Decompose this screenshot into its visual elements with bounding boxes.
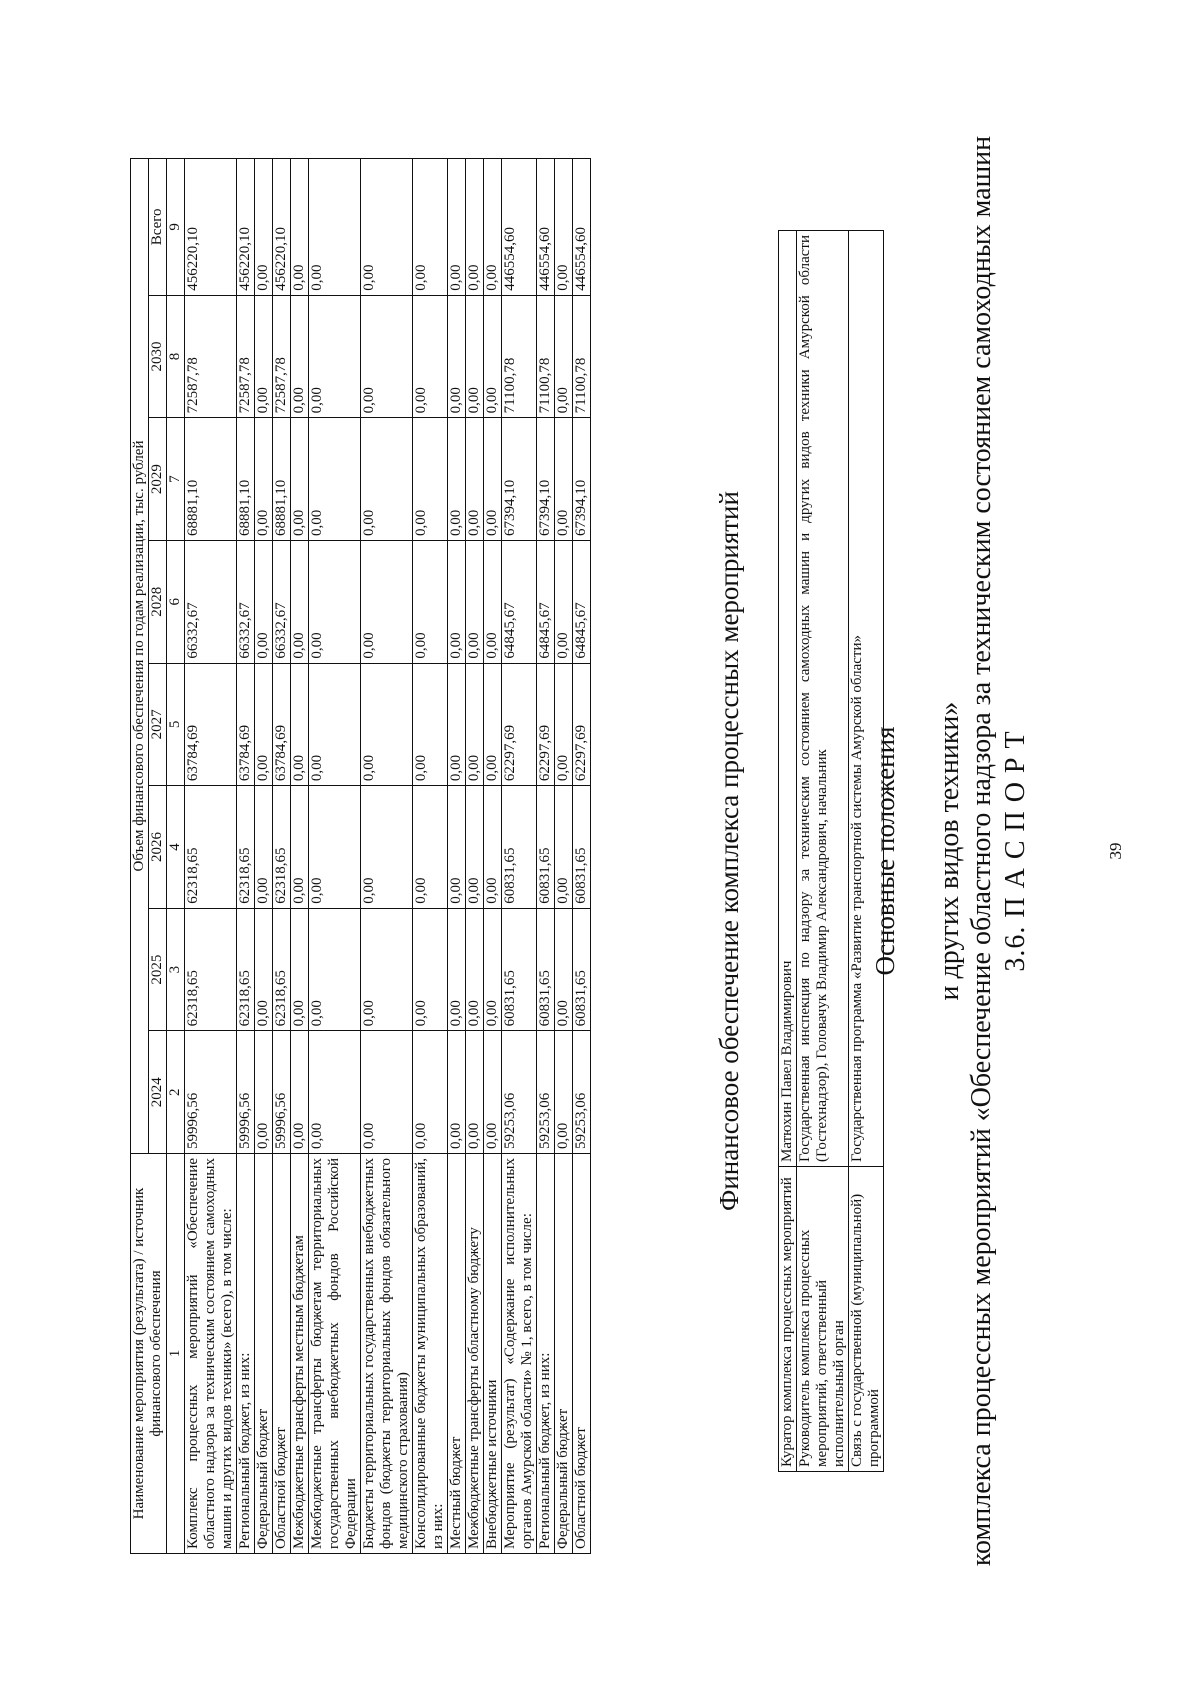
column-number: 9	[167, 159, 185, 296]
value-cell: 0,00	[291, 1031, 309, 1154]
value-cell: 446554,60	[537, 159, 555, 296]
row-name: Местный бюджет	[448, 1154, 466, 1554]
value-cell: 68881,10	[185, 418, 237, 541]
value-cell: 0,00	[255, 908, 273, 1031]
section-heading-basic: Основные положения	[870, 726, 900, 976]
value-cell: 62297,69	[537, 663, 555, 786]
year-header: 2027	[149, 663, 167, 786]
value-cell: 64845,67	[573, 540, 591, 663]
row-name: Межбюджетные трансферты местным бюджетам	[291, 1154, 309, 1554]
value-cell: 71100,78	[502, 295, 537, 418]
info-key: Связь с государственной (муниципальной) программой	[849, 1167, 884, 1472]
value-cell: 66332,67	[237, 540, 255, 663]
row-name: Комплекс процессных мероприятий «Обеспечение областного надзора за техническим состоянием самоходных машин и других видов техники» (всего), в том числе:	[185, 1154, 237, 1554]
row-name: Мероприятие (результат) «Содержание исполнительных органов Амурской области» № 1, всего, в том числе:	[502, 1154, 537, 1554]
value-cell: 0,00	[555, 540, 573, 663]
value-cell: 0,00	[255, 159, 273, 296]
value-cell: 0,00	[448, 540, 466, 663]
value-cell: 0,00	[466, 908, 484, 1031]
table-row	[466, 159, 484, 1554]
column-numbers-row	[167, 159, 185, 1554]
table-row	[273, 159, 291, 1554]
value-cell: 0,00	[555, 295, 573, 418]
year-header: 2028	[149, 540, 167, 663]
info-row	[849, 231, 884, 1472]
value-cell: 0,00	[448, 663, 466, 786]
value-cell: 0,00	[413, 786, 448, 909]
value-cell: 0,00	[466, 540, 484, 663]
column-number: 1	[167, 1154, 185, 1554]
value-cell: 0,00	[413, 908, 448, 1031]
value-cell: 71100,78	[537, 295, 555, 418]
row-name: Межбюджетные трансферты бюджетам территориальных государственных внебюджетных фондов Российской Федерации	[309, 1154, 361, 1554]
value-cell: 0,00	[484, 540, 502, 663]
table-row	[413, 159, 448, 1554]
row-name: Бюджеты территориальных государственных внебюджетных фондов (бюджеты территориальных фондов обязательного медицинского страхования)	[361, 1154, 413, 1554]
value-cell: 0,00	[309, 1031, 361, 1154]
value-cell: 0,00	[361, 159, 413, 296]
basic-info-table	[778, 230, 884, 1472]
value-cell: 59996,56	[185, 1031, 237, 1154]
value-cell: 64845,67	[502, 540, 537, 663]
value-cell: 0,00	[309, 418, 361, 541]
table-row	[255, 159, 273, 1554]
value-cell: 0,00	[255, 663, 273, 786]
table-row	[555, 159, 573, 1554]
row-name: Федеральный бюджет	[255, 1154, 273, 1554]
column-number: 2	[167, 1031, 185, 1154]
value-cell: 0,00	[484, 908, 502, 1031]
year-header: 2025	[149, 908, 167, 1031]
value-cell: 0,00	[413, 540, 448, 663]
value-cell: 0,00	[291, 786, 309, 909]
value-cell: 0,00	[448, 295, 466, 418]
info-value: Государственная программа «Развитие транспортной системы Амурской области»	[849, 231, 884, 1167]
value-cell: 0,00	[555, 1031, 573, 1154]
table-row	[537, 159, 555, 1554]
header-name-cell: Наименование мероприятия (результата) / источник финансового обеспечения	[131, 1154, 167, 1554]
value-cell: 67394,10	[502, 418, 537, 541]
row-name: Межбюджетные трансферты областному бюджету	[466, 1154, 484, 1554]
value-cell: 0,00	[448, 908, 466, 1031]
value-cell: 72587,78	[185, 295, 237, 418]
value-cell: 67394,10	[573, 418, 591, 541]
value-cell: 59996,56	[237, 1031, 255, 1154]
value-cell: 0,00	[309, 295, 361, 418]
value-cell: 0,00	[413, 1031, 448, 1154]
value-cell: 0,00	[361, 663, 413, 786]
value-cell: 0,00	[255, 418, 273, 541]
value-cell: 0,00	[361, 540, 413, 663]
section-heading-financing: Финансовое обеспечение комплекса процессных мероприятий	[714, 491, 744, 1211]
value-cell: 72587,78	[273, 295, 291, 418]
value-cell: 446554,60	[573, 159, 591, 296]
value-cell: 0,00	[448, 1031, 466, 1154]
info-key: Куратор комплекса процессных мероприятий	[779, 1167, 797, 1472]
value-cell: 62297,69	[573, 663, 591, 786]
value-cell: 62318,65	[237, 908, 255, 1031]
value-cell: 0,00	[484, 786, 502, 909]
value-cell: 0,00	[413, 159, 448, 296]
value-cell: 0,00	[309, 663, 361, 786]
value-cell: 63784,69	[273, 663, 291, 786]
value-cell: 62318,65	[237, 786, 255, 909]
value-cell: 60831,65	[502, 786, 537, 909]
passport-subtitle-line1: комплекса процессных мероприятий «Обеспечение областного надзора за техническим состоянием самоходных машин	[966, 135, 997, 1567]
value-cell: 66332,67	[185, 540, 237, 663]
value-cell: 456220,10	[237, 159, 255, 296]
value-cell: 60831,65	[573, 908, 591, 1031]
page-number: 39	[1106, 842, 1125, 860]
value-cell: 62297,69	[502, 663, 537, 786]
column-number: 6	[167, 540, 185, 663]
table-row	[291, 159, 309, 1554]
passport-subtitle-line2: и других видов техники»	[934, 701, 965, 1001]
value-cell: 60831,65	[537, 786, 555, 909]
value-cell: 66332,67	[273, 540, 291, 663]
year-header: 2030	[149, 295, 167, 418]
row-name: Региональный бюджет, из них:	[537, 1154, 555, 1554]
value-cell: 59996,56	[273, 1031, 291, 1154]
value-cell: 68881,10	[237, 418, 255, 541]
table-row	[484, 159, 502, 1554]
info-value: Государственная инспекция по надзору за техническим состоянием самоходных машин и других видов техники Амурской области (Гостехнадзор), Головачук Владимир Александрович, начальник	[797, 231, 849, 1167]
value-cell: 0,00	[555, 786, 573, 909]
table-row	[185, 159, 237, 1554]
row-name: Региональный бюджет, из них:	[237, 1154, 255, 1554]
column-number: 8	[167, 295, 185, 418]
column-number: 4	[167, 786, 185, 909]
value-cell: 0,00	[484, 159, 502, 296]
value-cell: 0,00	[466, 418, 484, 541]
row-name: Внебюджетные источники	[484, 1154, 502, 1554]
value-cell: 0,00	[413, 295, 448, 418]
value-cell: 0,00	[255, 1031, 273, 1154]
info-value: Матюхин Павел Владимирович	[779, 231, 797, 1167]
year-header: 2029	[149, 418, 167, 541]
value-cell: 0,00	[361, 295, 413, 418]
table-row	[309, 159, 361, 1554]
value-cell: 0,00	[255, 295, 273, 418]
value-cell: 0,00	[291, 295, 309, 418]
info-row	[797, 231, 849, 1472]
value-cell: 0,00	[361, 418, 413, 541]
column-number: 3	[167, 908, 185, 1031]
value-cell: 0,00	[291, 418, 309, 541]
value-cell: 0,00	[466, 1031, 484, 1154]
value-cell: 0,00	[555, 418, 573, 541]
column-number: 5	[167, 663, 185, 786]
value-cell: 456220,10	[273, 159, 291, 296]
value-cell: 0,00	[484, 1031, 502, 1154]
value-cell: 0,00	[413, 418, 448, 541]
year-header: 2024	[149, 1031, 167, 1154]
column-number: 7	[167, 418, 185, 541]
value-cell: 0,00	[361, 908, 413, 1031]
row-name: Федеральный бюджет	[555, 1154, 573, 1554]
value-cell: 0,00	[466, 295, 484, 418]
value-cell: 0,00	[291, 908, 309, 1031]
passport-title: 3.6. П А С П О Р Т	[1000, 730, 1031, 972]
table-row	[502, 159, 537, 1554]
value-cell: 67394,10	[537, 418, 555, 541]
row-name: Консолидированные бюджеты муниципальных образований, из них:	[413, 1154, 448, 1554]
value-cell: 0,00	[555, 908, 573, 1031]
value-cell: 72587,78	[237, 295, 255, 418]
info-key: Руководитель комплекса процессных мероприятий, ответственный исполнительный орган	[797, 1167, 849, 1472]
value-cell: 0,00	[448, 418, 466, 541]
value-cell: 62318,65	[273, 786, 291, 909]
value-cell: 446554,60	[502, 159, 537, 296]
year-header: Всего	[149, 159, 167, 296]
value-cell: 0,00	[255, 786, 273, 909]
value-cell: 0,00	[448, 159, 466, 296]
value-cell: 0,00	[309, 786, 361, 909]
value-cell: 59253,06	[537, 1031, 555, 1154]
value-cell: 59253,06	[502, 1031, 537, 1154]
value-cell: 0,00	[361, 1031, 413, 1154]
value-cell: 60831,65	[537, 908, 555, 1031]
value-cell: 0,00	[448, 786, 466, 909]
value-cell: 0,00	[291, 540, 309, 663]
value-cell: 60831,65	[502, 908, 537, 1031]
value-cell: 68881,10	[273, 418, 291, 541]
table-row	[448, 159, 466, 1554]
value-cell: 0,00	[555, 159, 573, 296]
value-cell: 0,00	[255, 540, 273, 663]
header-volume-cell: Объем финансового обеспечения по годам реализации, тыс. рублей	[131, 159, 149, 1154]
value-cell: 0,00	[484, 295, 502, 418]
value-cell: 0,00	[413, 663, 448, 786]
table-row	[573, 159, 591, 1554]
value-cell: 0,00	[361, 786, 413, 909]
row-name: Областной бюджет	[273, 1154, 291, 1554]
value-cell: 62318,65	[185, 786, 237, 909]
value-cell: 0,00	[484, 663, 502, 786]
value-cell: 0,00	[309, 540, 361, 663]
value-cell: 0,00	[309, 159, 361, 296]
value-cell: 71100,78	[573, 295, 591, 418]
value-cell: 64845,67	[537, 540, 555, 663]
table-header-row	[131, 159, 149, 1554]
info-row	[779, 231, 797, 1472]
row-name: Областной бюджет	[573, 1154, 591, 1554]
value-cell: 62318,65	[185, 908, 237, 1031]
financing-table	[130, 158, 591, 1554]
value-cell: 0,00	[555, 663, 573, 786]
value-cell: 0,00	[466, 159, 484, 296]
table-row	[237, 159, 255, 1554]
value-cell: 0,00	[291, 159, 309, 296]
table-row	[361, 159, 413, 1554]
year-header: 2026	[149, 786, 167, 909]
value-cell: 62318,65	[273, 908, 291, 1031]
value-cell: 0,00	[466, 663, 484, 786]
value-cell: 63784,69	[185, 663, 237, 786]
value-cell: 60831,65	[573, 786, 591, 909]
value-cell: 456220,10	[185, 159, 237, 296]
value-cell: 0,00	[291, 663, 309, 786]
value-cell: 63784,69	[237, 663, 255, 786]
value-cell: 0,00	[484, 418, 502, 541]
value-cell: 0,00	[466, 786, 484, 909]
value-cell: 59253,06	[573, 1031, 591, 1154]
value-cell: 0,00	[309, 908, 361, 1031]
